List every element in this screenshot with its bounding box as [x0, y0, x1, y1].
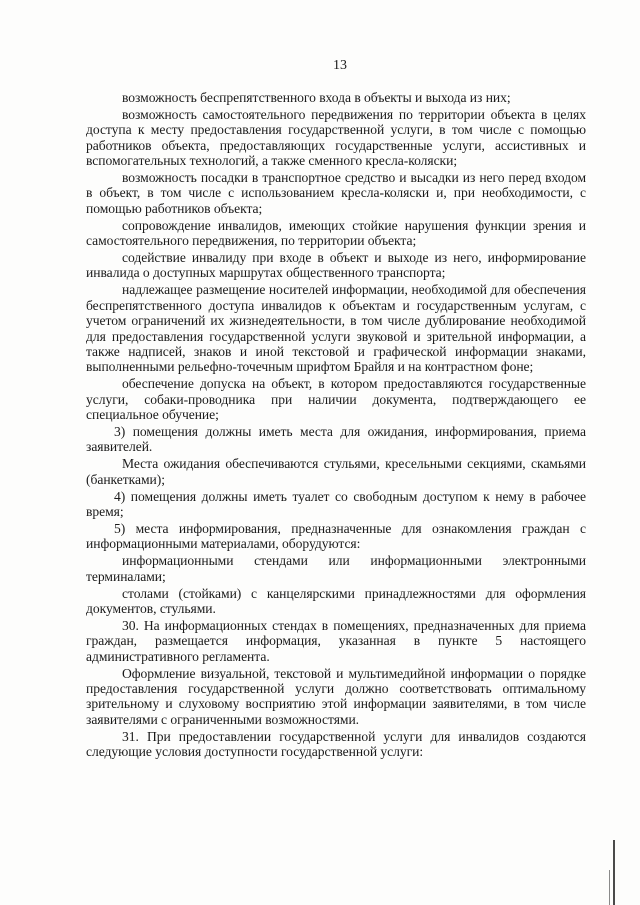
paragraph-item-3: 3) помещения должны иметь места для ожидания, информирования, приема заявителей.	[86, 424, 586, 455]
scan-edge-line	[613, 840, 615, 905]
paragraph-item-4: 4) помещения должны иметь туалет со свободным доступом к нему в рабочее время;	[86, 488, 586, 520]
paragraph-guide-dog: обеспечение допуска на объект, в котором предоставляются государственные услуги, собаки-проводника при наличии документа, подтверждающего ее специальное обучение;	[86, 376, 586, 423]
page-number: 13	[333, 58, 347, 73]
paragraph-escort: сопровождение инвалидов, имеющих стойкие нарушения функции зрения и самостоятельного передвижения, по территории объекта;	[86, 217, 586, 249]
paragraph-waiting-places: Места ожидания обеспечиваются стульями, кресельными секциями, скамьями (банкетками);	[86, 456, 586, 487]
paragraph-item-5: 5) места информирования, предназначенные для ознакомления граждан с информационными материалами, оборудуются:	[86, 520, 586, 552]
scan-edge-line-faint	[609, 870, 610, 905]
paragraph-design: Оформление визуальной, текстовой и мультимедийной информации о порядке предоставления государственной услуги должно соответствовать оптимальному зрительному и слуховому восприятию этой информации заявителями, в том числе заявителями с ограниченными возможностями.	[86, 665, 586, 727]
paragraph-assistance: содействие инвалиду при входе в объект и выходе из него, информирование инвалида о доступных маршрутах общественного транспорта;	[86, 250, 586, 281]
paragraph-item-31: 31. При предоставлении государственной услуги для инвалидов создаются следующие условия доступности государственной услуги:	[86, 728, 586, 760]
paragraph-independent-movement: возможность самостоятельного передвижения по территории объекта в целях доступа к месту предоставления государственной услуги, в том числе с помощью работников объекта, предоставляющих государственные услуги, ассистивных и вспомогательных технологий, а также сменного кресла-коляски;	[86, 106, 586, 169]
paragraph-vehicle-boarding: возможность посадки в транспортное средство и высадки из него перед входом в объект, в том числе с использованием кресла-коляски и, при необходимости, с помощью работников объекта;	[86, 170, 586, 216]
paragraph-tables: столами (стойками) с канцелярскими принадлежностями для оформления документов, стульями.	[86, 585, 586, 616]
paragraph-information-carriers: надлежащее размещение носителей информации, необходимой для обеспечения беспрепятственного доступа инвалидов к объектам и государственным услугам, с учетом ограничений их жизнедеятельности, в том числе дублирование необходимой для предоставления государственной услуги звуковой и зрительной информации, а также надписей, знаков и иной текстовой и графической информации знаками, выполненными рельефно-точечным шрифтом Брайля и на контрастном фоне;	[86, 282, 586, 375]
paragraph-entrance-access: возможность беспрепятственного входа в объекты и выхода из них;	[122, 90, 511, 105]
paragraph-info-stands: информационными стендами или информационными электронными терминалами;	[86, 553, 586, 584]
document-body	[86, 90, 586, 761]
paragraph-item-30: 30. На информационных стендах в помещениях, предназначенных для приема граждан, размещается информация, указанная в пункте 5 настоящего административного регламента.	[86, 617, 586, 664]
